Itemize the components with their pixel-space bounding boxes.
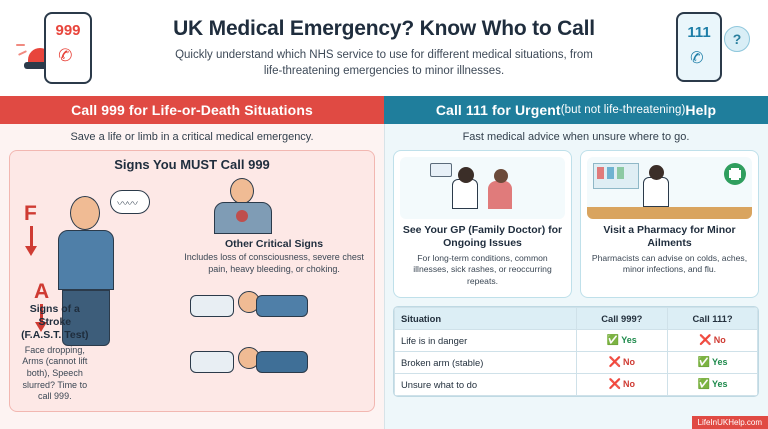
table-body	[395, 330, 758, 396]
card-pharmacy-title: Visit a Pharmacy for Minor Ailments	[603, 224, 736, 250]
stroke-caption-title: Signs of a Stroke (F.A.S.T. Test)	[21, 303, 89, 342]
phone-icon: ✆	[56, 44, 74, 67]
comparison-table	[393, 306, 759, 397]
phone-999-number: 999	[55, 22, 81, 39]
cell-call999	[576, 374, 668, 396]
band-111-tail: Help	[685, 102, 717, 118]
col-header-situation: Situation	[395, 308, 577, 330]
signs-card-title: Signs You MUST Call 999	[114, 157, 270, 172]
col-header-call999: Call 999?	[576, 308, 668, 330]
cell-call999	[576, 352, 668, 374]
cell-call111	[668, 352, 758, 374]
column-111	[384, 124, 768, 429]
cell-label: No	[713, 335, 726, 345]
site-credit: LifeInUKHelp.com	[692, 416, 768, 429]
unconscious-illustration-1	[182, 279, 366, 335]
phone-999-illustration	[18, 8, 102, 88]
cell-label: No	[623, 357, 636, 367]
stroke-caption-body: Face dropping, Arms (cannot lift both), Speech slurred? Time to call 999.	[22, 344, 88, 402]
right-tagline: Fast medical advice when unsure where to go.	[462, 131, 690, 143]
speech-bubble: 〰〰	[110, 190, 150, 214]
card-pharmacy-body: Pharmacists can advise on colds, aches, minor infections, and flu.	[591, 253, 748, 275]
table-row	[395, 374, 758, 396]
left-tagline: Save a life or limb in a critical medical emergency.	[70, 131, 314, 143]
question-mark-icon: ?	[724, 26, 750, 52]
fast-letter-a: A	[34, 280, 50, 303]
table-row	[395, 330, 758, 352]
stroke-caption	[18, 303, 92, 403]
cross-icon: ❌	[608, 379, 622, 390]
band-111-paren: (but not life-threatening)	[560, 104, 686, 116]
gp-illustration	[400, 157, 565, 219]
col-header-call111: Call 111?	[668, 308, 758, 330]
cell-call999	[576, 330, 668, 352]
cross-icon: ❌	[699, 335, 712, 346]
phone-icon: ✆	[688, 48, 705, 69]
band-111-title	[384, 96, 768, 124]
cell-call111	[668, 374, 758, 396]
check-icon: ✅	[697, 379, 711, 390]
column-999	[0, 124, 384, 429]
section-bands	[0, 96, 768, 124]
check-icon: ✅	[697, 357, 711, 368]
cell-situation: Broken arm (stable)	[395, 352, 577, 374]
cell-label: Yes	[621, 335, 637, 345]
card-gp[interactable]	[393, 150, 572, 298]
page-title: UK Medical Emergency? Know Who to Call	[173, 16, 595, 40]
check-icon: ✅	[606, 335, 620, 346]
phone-111-illustration	[666, 8, 750, 88]
person-head	[70, 196, 100, 230]
cell-label: Yes	[712, 379, 728, 389]
chest-pain-illustration	[182, 174, 366, 236]
band-999-title: Call 999 for Life-or-Death Situations	[0, 96, 384, 124]
page-subtitle: Quickly understand which NHS service to use for different medical situations, from life-threatening emergencies to minor illnesses.	[175, 48, 593, 78]
band-111-main: Call 111 for Urgent	[435, 102, 561, 118]
stroke-illustration	[18, 174, 178, 406]
cell-label: Yes	[712, 357, 728, 367]
cell-situation: Life is in danger	[395, 330, 577, 352]
calendar-icon	[430, 163, 452, 177]
other-signs-body: Includes loss of consciousness, severe chest pain, heavy bleeding, or choking.	[184, 252, 364, 274]
signs-card	[9, 150, 375, 412]
table-header-row	[395, 308, 758, 330]
advice-cards	[393, 150, 759, 298]
fast-letter-f: F	[24, 202, 37, 225]
header	[0, 0, 768, 96]
unconscious-illustration-2	[182, 337, 366, 391]
phone-111-number: 111	[687, 24, 711, 41]
other-signs-group	[178, 174, 366, 406]
person-torso	[58, 230, 114, 290]
pharmacy-illustration	[587, 157, 752, 219]
card-gp-body: For long-term conditions, common illnesses, sick rashes, or reoccurring repeats.	[413, 253, 552, 286]
cell-label: No	[623, 379, 636, 389]
card-pharmacy[interactable]	[580, 150, 759, 298]
cell-call111	[668, 330, 758, 352]
cross-icon: ❌	[608, 357, 622, 368]
column-divider	[384, 124, 385, 429]
card-gp-title: See Your GP (Family Doctor) for Ongoing Issues	[402, 224, 563, 250]
cell-situation: Unsure what to do	[395, 374, 577, 396]
other-signs-title: Other Critical Signs	[225, 238, 324, 250]
table-row	[395, 352, 758, 374]
